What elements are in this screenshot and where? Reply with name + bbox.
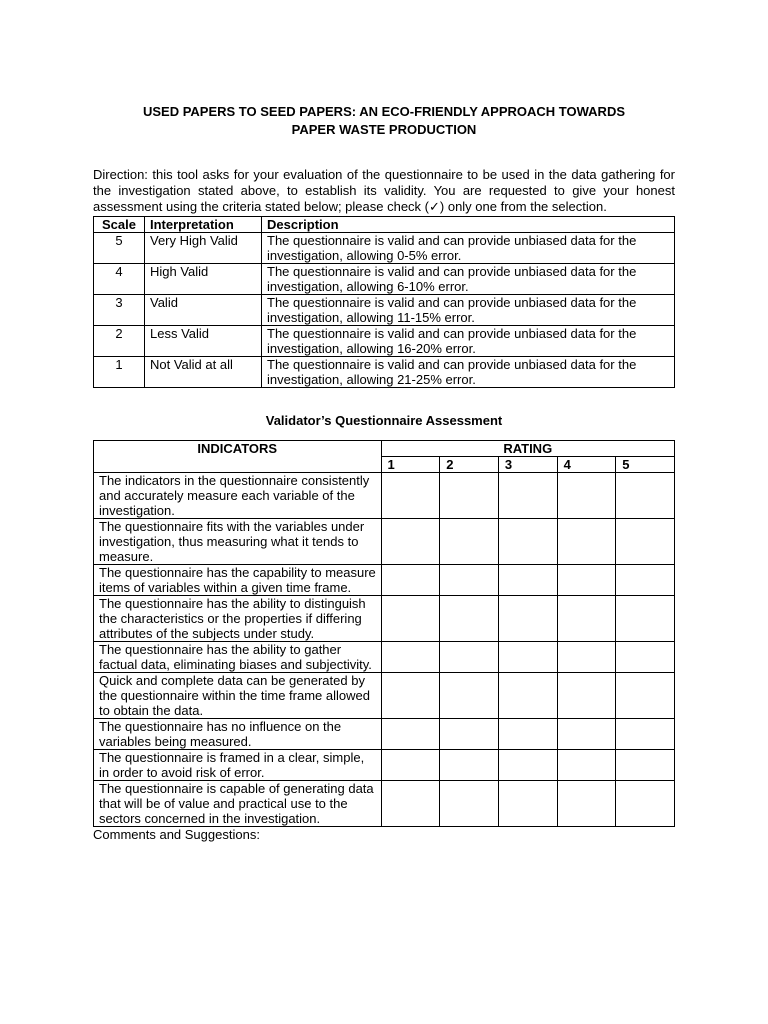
rating-cell-5[interactable] [616, 750, 675, 781]
indicator-row [94, 719, 675, 750]
rating-cell-2[interactable] [440, 473, 499, 519]
scale-header: Scale [94, 217, 145, 233]
direction-text: Direction: this tool asks for your evaluation of the questionnaire to be used in the data gathering for the investigation stated above, to establish its validity. You are requested to give your honest assessment using the criteria stated below; please check (✓) only one from the selection. [93, 167, 675, 214]
rating-cell-2[interactable] [440, 673, 499, 719]
rating-cell-5[interactable] [616, 519, 675, 565]
document-title [93, 103, 675, 139]
interpretation-value: Less Valid [145, 326, 262, 357]
scale-table [93, 216, 675, 388]
scale-value: 2 [94, 326, 145, 357]
rating-cell-5[interactable] [616, 473, 675, 519]
rating-cell-5[interactable] [616, 642, 675, 673]
rating-cell-5[interactable] [616, 673, 675, 719]
interpretation-header: Interpretation [145, 217, 262, 233]
indicator-row [94, 565, 675, 596]
description-value: The questionnaire is valid and can provide unbiased data for the investigation, allowing 21-25% error. [262, 357, 675, 388]
rating-cell-2[interactable] [440, 642, 499, 673]
rating-cell-1[interactable] [381, 519, 440, 565]
assessment-title: Validator’s Questionnaire Assessment [265, 413, 503, 428]
rating-5-header: 5 [616, 457, 675, 473]
indicator-row [94, 781, 675, 827]
scale-value: 5 [94, 233, 145, 264]
rating-cell-1[interactable] [381, 565, 440, 596]
description-value: The questionnaire is valid and can provide unbiased data for the investigation, allowing 6-10% error. [262, 264, 675, 295]
rating-cell-4[interactable] [557, 673, 616, 719]
rating-cell-1[interactable] [381, 473, 440, 519]
indicator-text: The questionnaire has the ability to gather factual data, eliminating biases and subjectivity. [94, 642, 382, 673]
description-value: The questionnaire is valid and can provide unbiased data for the investigation, allowing 16-20% error. [262, 326, 675, 357]
indicator-text: The questionnaire fits with the variables under investigation, thus measuring what it tends to measure. [94, 519, 382, 565]
rating-2-header: 2 [440, 457, 499, 473]
rating-cell-4[interactable] [557, 642, 616, 673]
indicator-row [94, 750, 675, 781]
scale-row [94, 264, 675, 295]
rating-cell-3[interactable] [498, 565, 557, 596]
rating-1-header: 1 [381, 457, 440, 473]
indicator-row [94, 596, 675, 642]
rating-cell-5[interactable] [616, 596, 675, 642]
scale-row [94, 295, 675, 326]
indicator-text: The questionnaire has the capability to measure items of variables within a given time frame. [94, 565, 382, 596]
indicator-text: Quick and complete data can be generated by the questionnaire within the time frame allowed to obtain the data. [94, 673, 382, 719]
document-page [93, 103, 675, 842]
rating-cell-1[interactable] [381, 673, 440, 719]
rating-cell-5[interactable] [616, 565, 675, 596]
scale-row [94, 233, 675, 264]
assessment-header-row [94, 441, 675, 457]
rating-4-header: 4 [557, 457, 616, 473]
rating-cell-1[interactable] [381, 596, 440, 642]
interpretation-value: Very High Valid [145, 233, 262, 264]
title-line-1: USED PAPERS TO SEED PAPERS: AN ECO-FRIENDLY APPROACH TOWARDS [142, 104, 626, 119]
rating-cell-1[interactable] [381, 750, 440, 781]
rating-cell-3[interactable] [498, 642, 557, 673]
indicator-text: The questionnaire is framed in a clear, simple, in order to avoid risk of error. [94, 750, 382, 781]
description-header: Description [262, 217, 675, 233]
comments-label: Comments and Suggestions: [93, 827, 260, 842]
rating-cell-2[interactable] [440, 565, 499, 596]
scale-value: 3 [94, 295, 145, 326]
rating-cell-1[interactable] [381, 642, 440, 673]
rating-cell-3[interactable] [498, 719, 557, 750]
indicator-row [94, 642, 675, 673]
rating-cell-2[interactable] [440, 781, 499, 827]
rating-cell-5[interactable] [616, 719, 675, 750]
indicator-text: The questionnaire has the ability to distinguish the characteristics or the properties if differing attributes of the subjects under study. [94, 596, 382, 642]
scale-row [94, 326, 675, 357]
interpretation-value: High Valid [145, 264, 262, 295]
description-value: The questionnaire is valid and can provide unbiased data for the investigation, allowing 0-5% error. [262, 233, 675, 264]
rating-cell-2[interactable] [440, 519, 499, 565]
indicator-row [94, 673, 675, 719]
rating-cell-3[interactable] [498, 673, 557, 719]
indicators-header: INDICATORS [94, 441, 382, 473]
rating-cell-4[interactable] [557, 519, 616, 565]
rating-3-header: 3 [498, 457, 557, 473]
indicator-text: The questionnaire has no influence on the variables being measured. [94, 719, 382, 750]
rating-cell-3[interactable] [498, 519, 557, 565]
rating-header: RATING [381, 441, 675, 457]
indicator-text: The questionnaire is capable of generating data that will be of value and practical use to the sectors concerned in the investigation. [94, 781, 382, 827]
scale-table-header-row [94, 217, 675, 233]
rating-cell-3[interactable] [498, 750, 557, 781]
rating-cell-4[interactable] [557, 719, 616, 750]
rating-cell-4[interactable] [557, 750, 616, 781]
rating-cell-2[interactable] [440, 750, 499, 781]
rating-cell-3[interactable] [498, 473, 557, 519]
title-line-2: PAPER WASTE PRODUCTION [291, 122, 477, 137]
rating-cell-2[interactable] [440, 719, 499, 750]
rating-cell-3[interactable] [498, 781, 557, 827]
assessment-table [93, 440, 675, 827]
indicator-row [94, 473, 675, 519]
rating-cell-4[interactable] [557, 596, 616, 642]
scale-value: 4 [94, 264, 145, 295]
scale-value: 1 [94, 357, 145, 388]
rating-cell-4[interactable] [557, 781, 616, 827]
rating-cell-2[interactable] [440, 596, 499, 642]
indicator-text: The indicators in the questionnaire consistently and accurately measure each variable of the investigation. [94, 473, 382, 519]
interpretation-value: Valid [145, 295, 262, 326]
rating-cell-1[interactable] [381, 781, 440, 827]
rating-cell-3[interactable] [498, 596, 557, 642]
rating-cell-4[interactable] [557, 473, 616, 519]
description-value: The questionnaire is valid and can provide unbiased data for the investigation, allowing 11-15% error. [262, 295, 675, 326]
rating-cell-4[interactable] [557, 565, 616, 596]
scale-row [94, 357, 675, 388]
interpretation-value: Not Valid at all [145, 357, 262, 388]
indicator-row [94, 519, 675, 565]
rating-cell-5[interactable] [616, 781, 675, 827]
rating-cell-1[interactable] [381, 719, 440, 750]
